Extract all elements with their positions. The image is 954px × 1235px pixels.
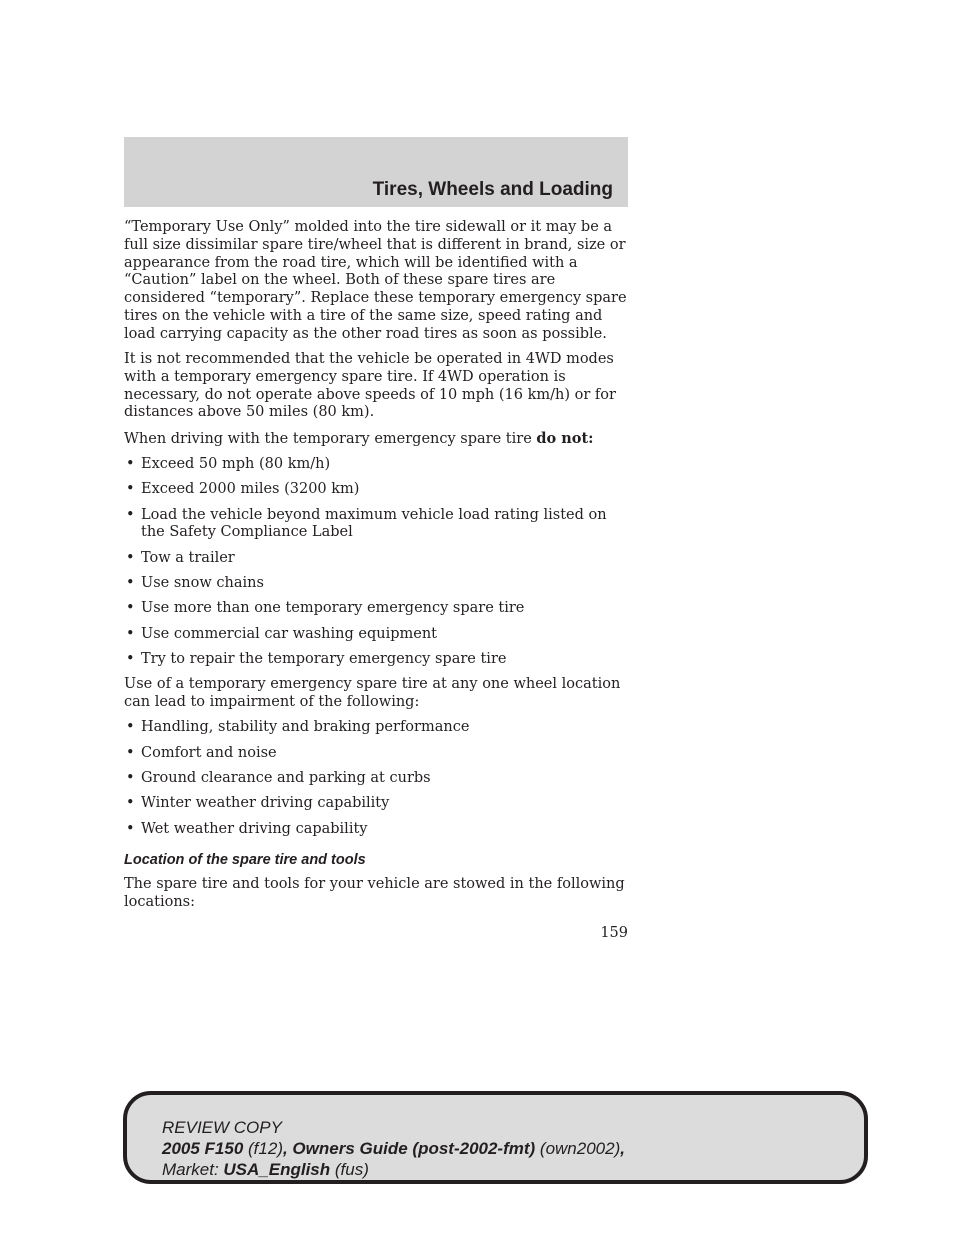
list-item-text: Try to repair the temporary emergency spare tire bbox=[141, 650, 507, 667]
list-item-text: Tow a trailer bbox=[141, 549, 235, 566]
list-item bbox=[124, 600, 630, 618]
bullet-icon: • bbox=[126, 456, 135, 473]
paragraph-4wd-warning: It is not recommended that the vehicle be operated in 4WD modes with a temporary emergency spare tire. If 4WD operation is necessary, do not operate above speeds of 10 mph (16 km/h) or for distances above 50 miles (80 km). bbox=[124, 351, 616, 421]
footer-market-line bbox=[162, 1159, 625, 1180]
footer-market-label: Market: bbox=[162, 1160, 224, 1179]
list-item bbox=[124, 575, 630, 593]
list-item bbox=[124, 626, 630, 644]
bullet-icon: • bbox=[126, 575, 135, 592]
list-item bbox=[124, 719, 630, 737]
page-number: 159 bbox=[600, 925, 628, 941]
bullet-icon: • bbox=[126, 719, 135, 736]
list-item-text: Comfort and noise bbox=[141, 744, 277, 761]
footer-text bbox=[162, 1117, 625, 1180]
page-content bbox=[124, 219, 630, 919]
bullet-icon: • bbox=[126, 744, 135, 761]
footer-model-code: (f12) bbox=[243, 1139, 283, 1158]
impairment-list bbox=[124, 719, 630, 838]
section-header-band bbox=[124, 137, 628, 207]
paragraph-do-not-intro bbox=[124, 430, 630, 449]
list-item bbox=[124, 821, 630, 839]
list-item bbox=[124, 795, 630, 813]
list-item bbox=[124, 550, 630, 568]
list-item bbox=[124, 481, 630, 499]
paragraph-impairment-intro: Use of a temporary emergency spare tire at any one wheel location can lead to impairment of the following: bbox=[124, 676, 621, 711]
bullet-icon: • bbox=[126, 600, 135, 617]
list-item-text: Wet weather driving capability bbox=[141, 820, 368, 837]
bullet-icon: • bbox=[126, 650, 135, 667]
list-item-text: Exceed 2000 miles (3200 km) bbox=[141, 481, 360, 498]
review-copy-footer bbox=[123, 1091, 868, 1184]
do-not-emphasis: do not: bbox=[536, 429, 594, 447]
footer-comma: , bbox=[620, 1139, 625, 1158]
list-item bbox=[124, 507, 630, 543]
review-copy-label: REVIEW COPY bbox=[162, 1118, 282, 1137]
list-item-text: Use commercial car washing equipment bbox=[141, 625, 437, 642]
footer-market-code: (fus) bbox=[330, 1160, 369, 1179]
list-item-text: Handling, stability and braking performance bbox=[141, 719, 470, 736]
bullet-icon: • bbox=[126, 769, 135, 786]
bullet-icon: • bbox=[126, 506, 135, 523]
do-not-list bbox=[124, 456, 630, 669]
section-title: Tires, Wheels and Loading bbox=[372, 179, 613, 200]
bullet-icon: • bbox=[126, 820, 135, 837]
do-not-lead-text: When driving with the temporary emergency spare tire bbox=[124, 430, 537, 447]
list-item-text: Winter weather driving capability bbox=[141, 795, 390, 812]
bullet-icon: • bbox=[126, 795, 135, 812]
footer-guide: , Owners Guide (post-2002-fmt) bbox=[282, 1139, 536, 1158]
footer-model: 2005 F150 bbox=[162, 1139, 244, 1158]
list-item-text: Load the vehicle beyond maximum vehicle load rating listed on the Safety Compliance Label bbox=[141, 506, 607, 541]
bullet-icon: • bbox=[126, 625, 135, 642]
list-item-text: Ground clearance and parking at curbs bbox=[141, 769, 431, 786]
list-item bbox=[124, 456, 630, 474]
list-item bbox=[124, 651, 630, 669]
subheading-spare-location: Location of the spare tire and tools bbox=[124, 852, 366, 869]
footer-guide-line bbox=[162, 1138, 625, 1159]
paragraph-temporary-use: “Temporary Use Only” molded into the tire sidewall or it may be a full size dissimilar spare tire/wheel that is different in brand, size or appearance from the road tire, which will be identified with a “Caution” label on the wheel. Both of these spare tires are considered “temporary”. Replace these temporary emergency spare tires on the vehicle with a tire of the same size, speed rating and load carrying capacity as the other road tires as soon as possible. bbox=[124, 219, 627, 342]
bullet-icon: • bbox=[126, 481, 135, 498]
footer-guide-code: (own2002) bbox=[535, 1139, 621, 1158]
list-item bbox=[124, 770, 630, 788]
list-item-text: Use more than one temporary emergency spare tire bbox=[141, 600, 525, 617]
bullet-icon: • bbox=[126, 549, 135, 566]
footer-market: USA_English bbox=[223, 1160, 331, 1179]
list-item bbox=[124, 745, 630, 763]
list-item-text: Use snow chains bbox=[141, 575, 264, 592]
paragraph-spare-location: The spare tire and tools for your vehicle are stowed in the following locations: bbox=[124, 876, 625, 910]
list-item-text: Exceed 50 mph (80 km/h) bbox=[141, 456, 331, 473]
